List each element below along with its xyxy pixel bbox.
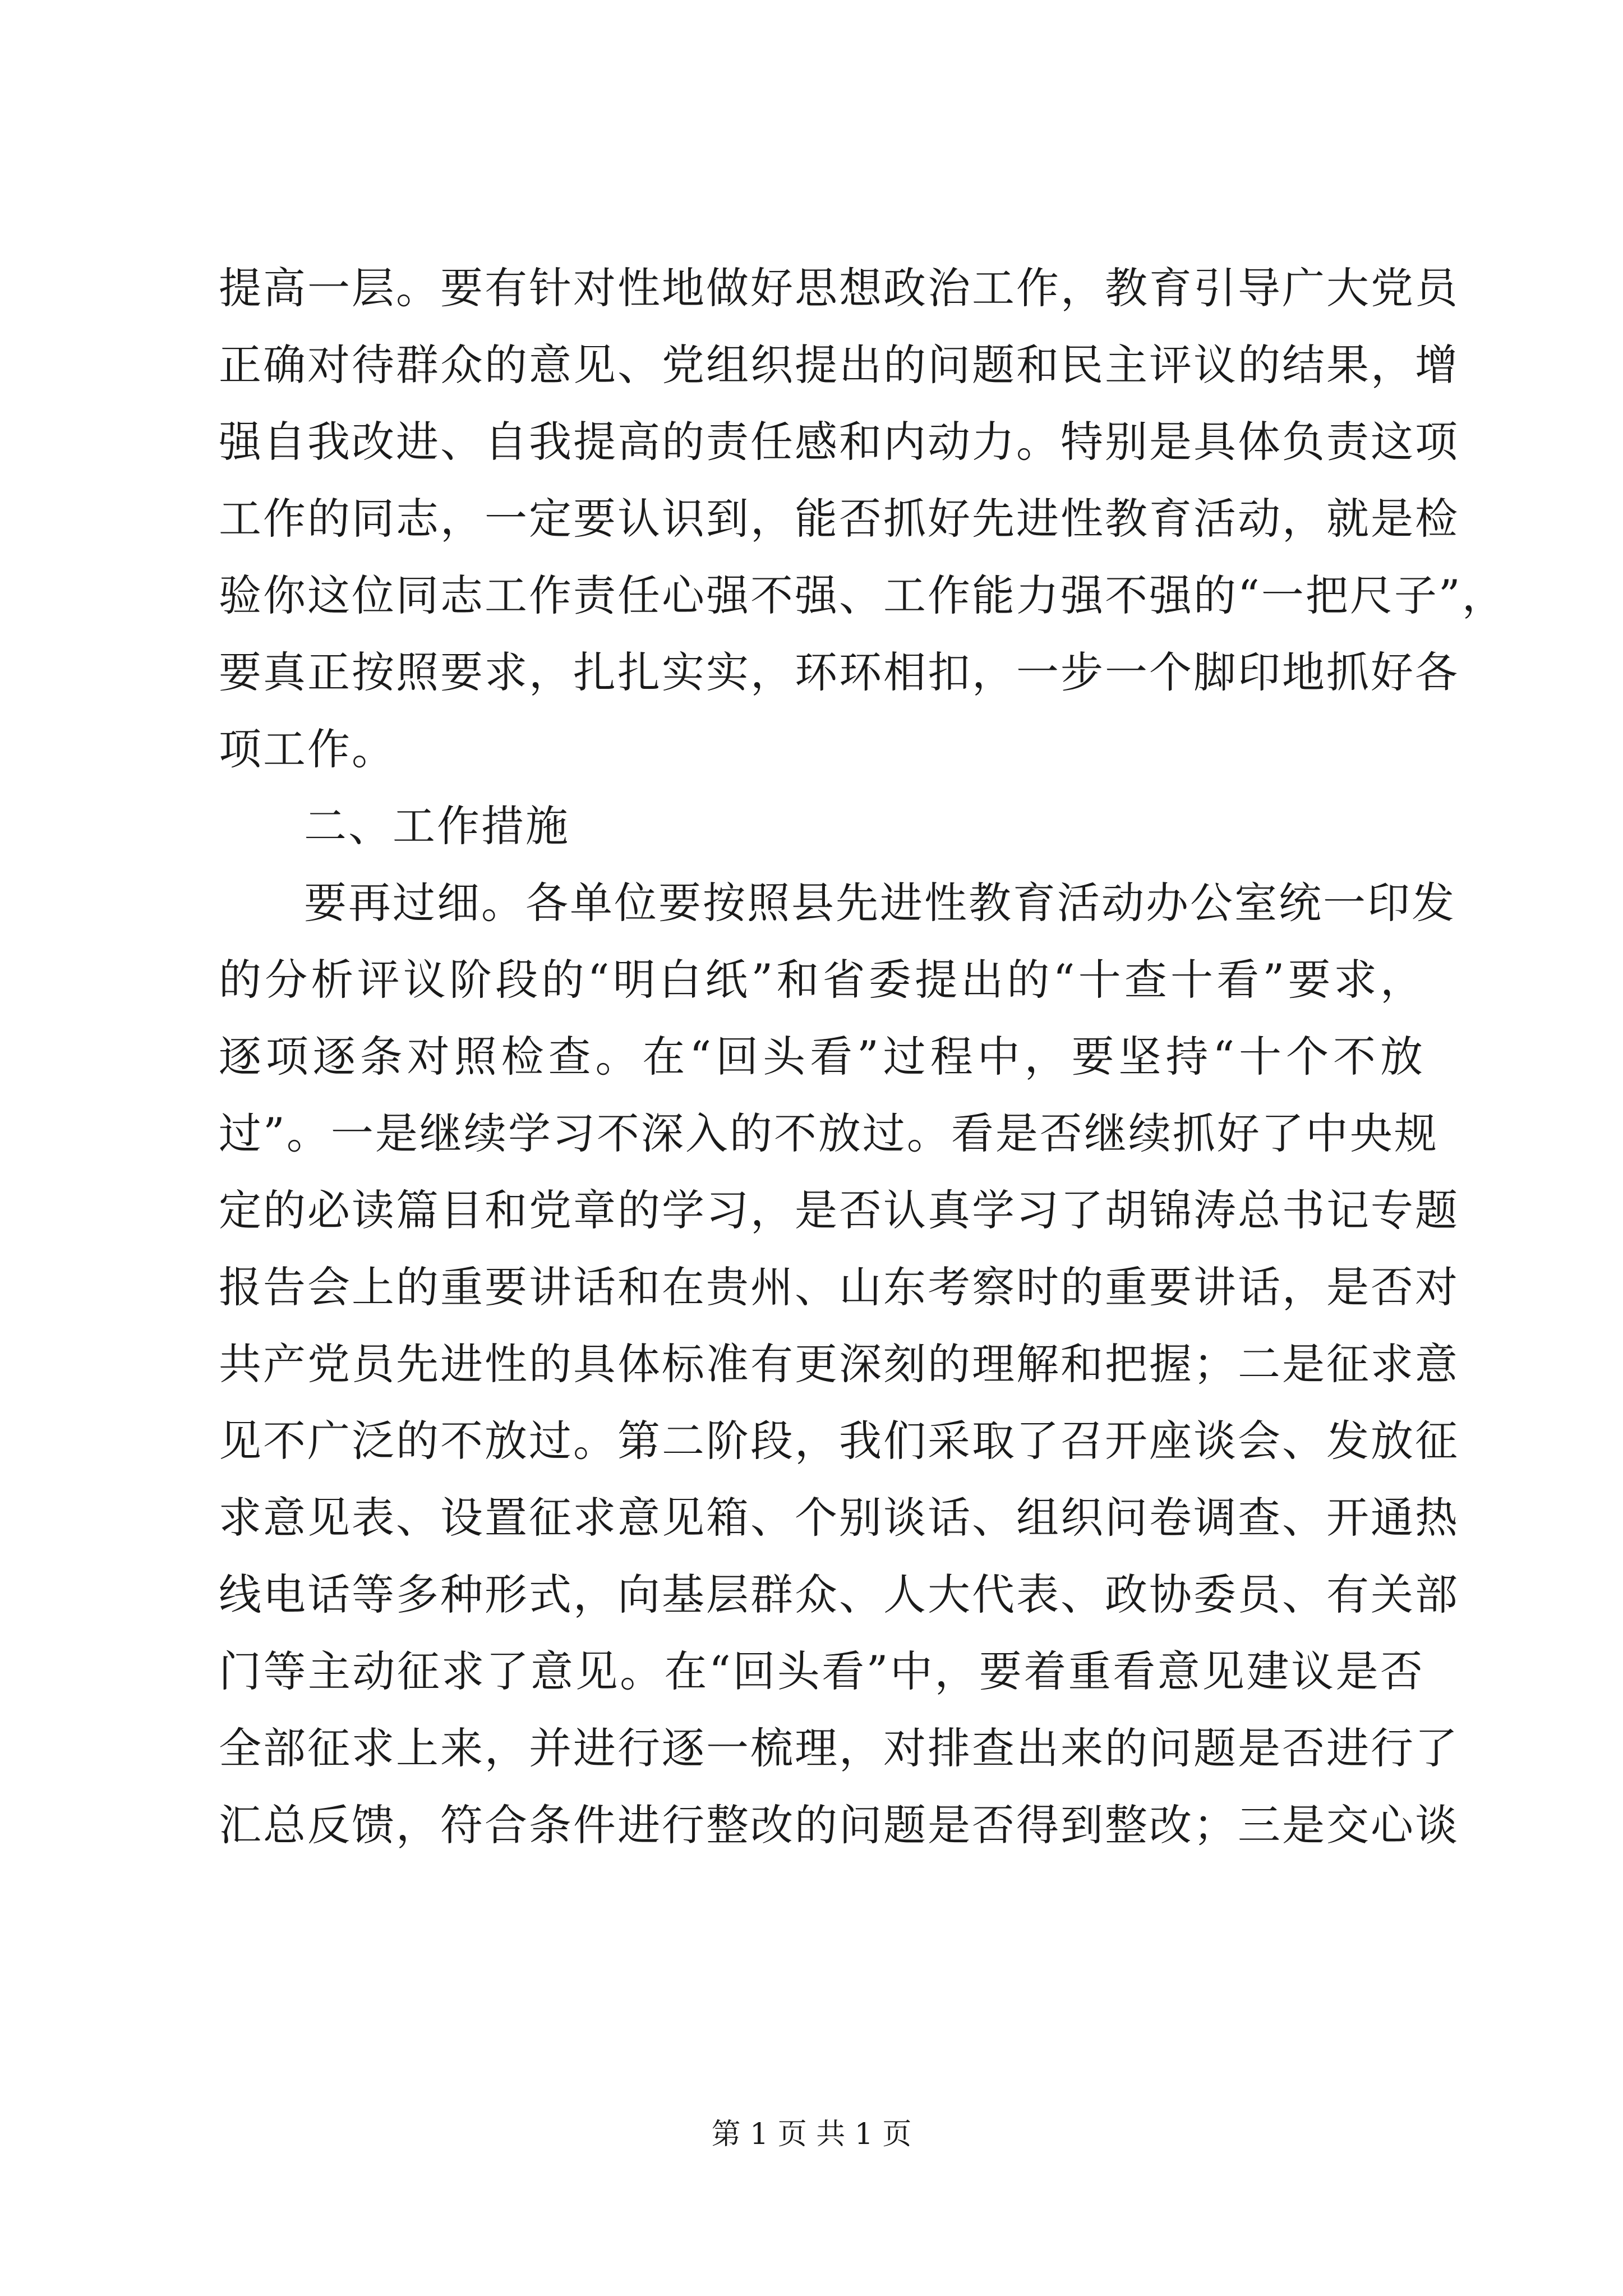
paragraph-line: 项工作。 [219,724,396,774]
paragraph-line: 逐项逐条对照检查。在“回头看”过程中，要坚持“十个不放 [219,1032,1424,1082]
paragraph-line: 报告会上的重要讲话和在贵州、山东考察时的重要讲话，是否对 [219,1262,1459,1312]
paragraph-line: 汇总反馈，符合条件进行整改的问题是否得到整改；三是交心谈 [219,1800,1459,1850]
paragraph-line: 线电话等多种形式，向基层群众、人大代表、政协委员、有关部 [219,1570,1459,1619]
section-heading: 二、工作措施 [304,801,570,851]
paragraph-line: 要真正按照要求，扎扎实实，环环相扣，一步一个脚印地抓好各 [219,647,1459,697]
paragraph-line: 要再过细。各单位要按照县先进性教育活动办公室统一印发 [304,878,1456,928]
paragraph-line: 门等主动征求了意见。在“回头看”中，要着重看意见建议是否 [219,1646,1424,1696]
paragraph-line: 提高一层。要有针对性地做好思想政治工作，教育引导广大党员 [219,263,1459,313]
paragraph-line: 工作的同志，一定要认识到，能否抓好先进性教育活动，就是检 [219,494,1459,544]
paragraph-line: 强自我改进、自我提高的责任感和内动力。特别是具体负责这项 [219,417,1459,467]
paragraph-line: 求意见表、设置征求意见箱、个别谈话、组织问卷调查、开通热 [219,1493,1459,1543]
page-number-footer: 第 1 页 共 1 页 [711,2118,912,2151]
paragraph-line: 全部征求上来，并进行逐一梳理，对排查出来的问题是否进行了 [219,1723,1459,1773]
paragraph-line: 过”。一是继续学习不深入的不放过。看是否继续抓好了中央规 [219,1108,1438,1158]
paragraph-line: 共产党员先进性的具体标准有更深刻的理解和把握；二是征求意 [219,1339,1459,1389]
paragraph-line: 验你这位同志工作责任心强不强、工作能力强不强的“一把尺子”， [219,570,1506,620]
paragraph-line: 正确对待群众的意见、党组织提出的问题和民主评议的结果，增 [219,340,1459,390]
paragraph-line: 见不广泛的不放过。第二阶段，我们采取了召开座谈会、发放征 [219,1416,1459,1466]
paragraph-line: 的分析评议阶段的“明白纸”和省委提出的“十查十看”要求， [219,955,1424,1005]
paragraph-line: 定的必读篇目和党章的学习，是否认真学习了胡锦涛总书记专题 [219,1185,1459,1235]
document-body [219,250,1506,1864]
